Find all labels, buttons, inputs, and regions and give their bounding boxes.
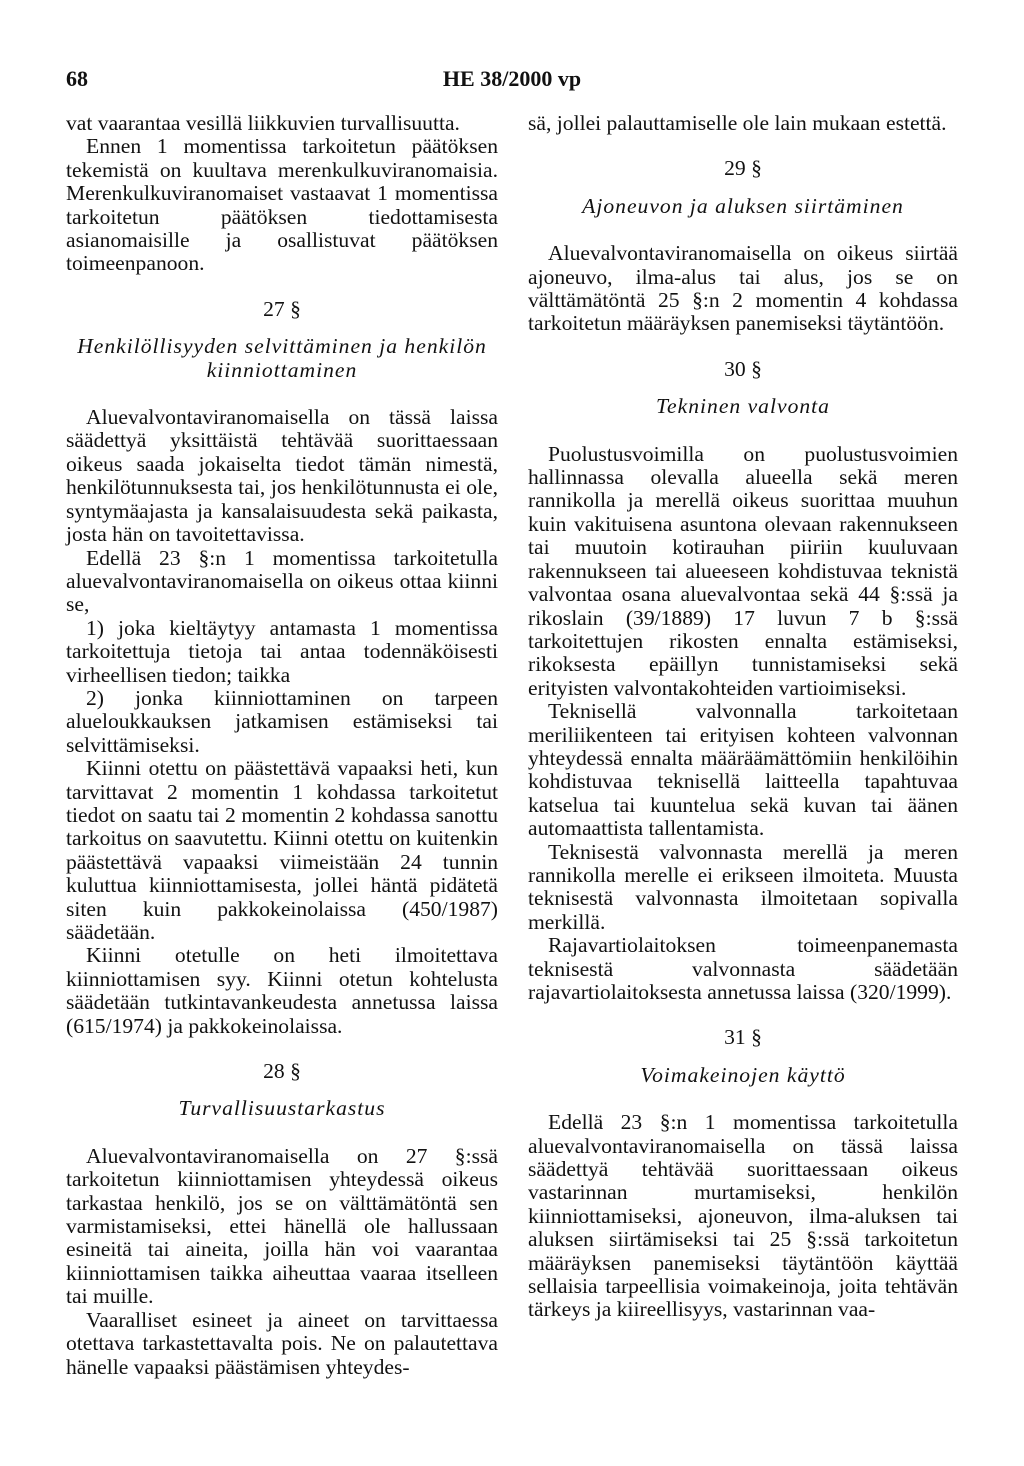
paragraph: Aluevalvontaviranomaisella on 27 §:ssä tarkoitetun kiinniottamisen yhteydessä oikeus tarkastaa henkilö, jos se on välttämätöntä sen varmistamiseksi, ettei hänellä ole hallussaan esineitä tai aineita, joilla hän voi vaarantaa kiinniottamisen taikka aiheuttaa vaaraa itselleen tai muille. [66,1143,498,1309]
section-title: Tekninen valvonta [656,394,830,419]
running-head: HE 38/2000 vp [442,66,582,91]
paragraph: Ennen 1 momentissa tarkoitetun päätöksen tekemistä on kuultava merenkulkuviranomaisia. Merenkulkuviranomaiset vastaavat 1 momentissa tarkoitetun päätöksen tiedottamisesta asianomaisille ja osallistuvat päätöksen toimeenpanoon. [66,134,498,276]
paragraph: Edellä 23 §:n 1 momentissa tarkoitetulla aluevalvontaviranomaisella on tässä laissa säädettyä tehtävää suorittaessaan oikeus vastarinnan murtamiseksi, henkilön kiinniottamiseksi, ajoneuvon, ilma-aluksen tai aluksen siirtämiseksi tai 25 §:ssä tarkoitetun määräyksen panemiseksi täytäntöön käyttää sellaisia tarpeellisia voimakeinoja, joita tehtävän tärkeys ja kiireellisyys, vastarinnan vaa- [528,1110,958,1322]
paragraph: Edellä 23 §:n 1 momentissa tarkoitetulla aluevalvontaviranomaisella on oikeus ottaa kiinni se, [66,545,498,617]
paragraph: Vaaralliset esineet ja aineet on tarvittaessa otettava tarkastettavalta pois. Ne on palautettava hänelle vapaaksi päästämisen yhteydes- [66,1307,498,1379]
list-item: 1) joka kieltäytyy antamasta 1 momentissa tarkoitettuja tietoja tai antaa todennäköisesti virheellisen tiedon; taikka [66,615,498,687]
right-column [528,112,958,1322]
paragraph: Kiinni otetulle on heti ilmoitettava kiinniottamisen syy. Kiinni otetun kohtelusta säädetään tutkintavankeudesta annetussa laissa (615/1974) ja pakkokeinolaissa. [66,943,498,1038]
section-title: Henkilöllisyyden selvittäminen ja henkilön kiinniottaminen [77,334,487,382]
section-number: 30 § [724,356,762,381]
section-title: Voimakeinojen käyttö [640,1062,846,1087]
paragraph: Puolustusvoimilla on puolustusvoimien hallinnassa olevalla alueella sekä meren rannikolla ja merellä oikeus suorittaa muuhun kuin vakituisena asuntona olevaan rakennukseen tai muutoin kotirauhan piiriin kuuluvaan rakennukseen tai alueeseen kohdistuvaa teknistä valvontaa osana aluevalvontaa sekä 44 §:ssä ja rikoslain (39/1889) 17 luvun 7 b §:ssä tarkoitettujen rikosten ennalta estämiseksi, rikoksesta epäillyn tunnistamiseksi sekä erityisten valvontakohteiden vartioimiseksi. [528,441,958,700]
section-title: Ajoneuvon ja aluksen siirtäminen [582,193,904,218]
paragraph: Rajavartiolaitoksen toimeenpanemasta teknisestä valvonnasta säädetään rajavartiolaitoksesta annetussa laissa (320/1999). [528,933,958,1004]
paragraph: Aluevalvontaviranomaisella on oikeus siirtää ajoneuvo, ilma-alus tai alus, jos se on välttämätöntä 25 §:n 2 momentin 4 kohdassa tarkoitetun määräyksen panemiseksi täytäntöön. [528,241,958,336]
section-number: 27 § [263,296,301,321]
section-number: 29 § [724,156,762,181]
section-number: 31 § [724,1025,762,1050]
section-title: Turvallisuustarkastus [178,1096,386,1121]
paragraph: Kiinni otettu on päästettävä vapaaksi heti, kun tarvittavat 2 momentin 1 kohdassa tarkoitetut tiedot on saatu tai 2 momentin 2 kohdassa sanottu tarkoitus on saavutettu. Kiinni otettu on kuitenkin päästettävä vapaaksi viimeistään 24 tunnin kuluttua kiinniottamisesta, jollei häntä pidätetä siten kuin pakkokeinolaissa (450/1987) säädetään. [66,756,498,944]
page-number: 68 [66,66,88,91]
paragraph: vat vaarantaa vesillä liikkuvien turvallisuutta. [66,111,460,135]
left-column [66,112,498,1379]
paragraph: Aluevalvontaviranomaisella on tässä laissa säädettyä yksittäistä tehtävää suorittaessaan oikeus saada jokaiselta tiedot tämän nimestä, henkilötunnuksesta tai, jos henkilötunnusta ei ole, syntymäajasta ja kansalaisuudesta sekä paikasta, josta hän on tavoitettavissa. [66,405,498,547]
paragraph: Teknisestä valvonnasta merellä ja meren rannikolla merelle ei erikseen ilmoiteta. Muusta teknisestä valvonnasta ilmoitetaan sopivalla merkillä. [528,839,958,934]
list-item: 2) jonka kiinniottaminen on tarpeen alueloukkauksen jatkamisen estämiseksi tai selvittämiseksi. [66,685,498,757]
section-number: 28 § [263,1059,301,1084]
paragraph: sä, jollei palauttamiselle ole lain mukaan estettä. [528,111,947,135]
paragraph: Teknisellä valvonnalla tarkoitetaan meriliikenteen tai erityisen kohteen valvonnan yhteydessä ennalta määräämättömiin henkilöihin kohdistuvaa teknisellä laitteella tapahtuvaa katselua tai kuuntelua sekä kuvan tai äänen automaattista tallentamista. [528,699,958,841]
